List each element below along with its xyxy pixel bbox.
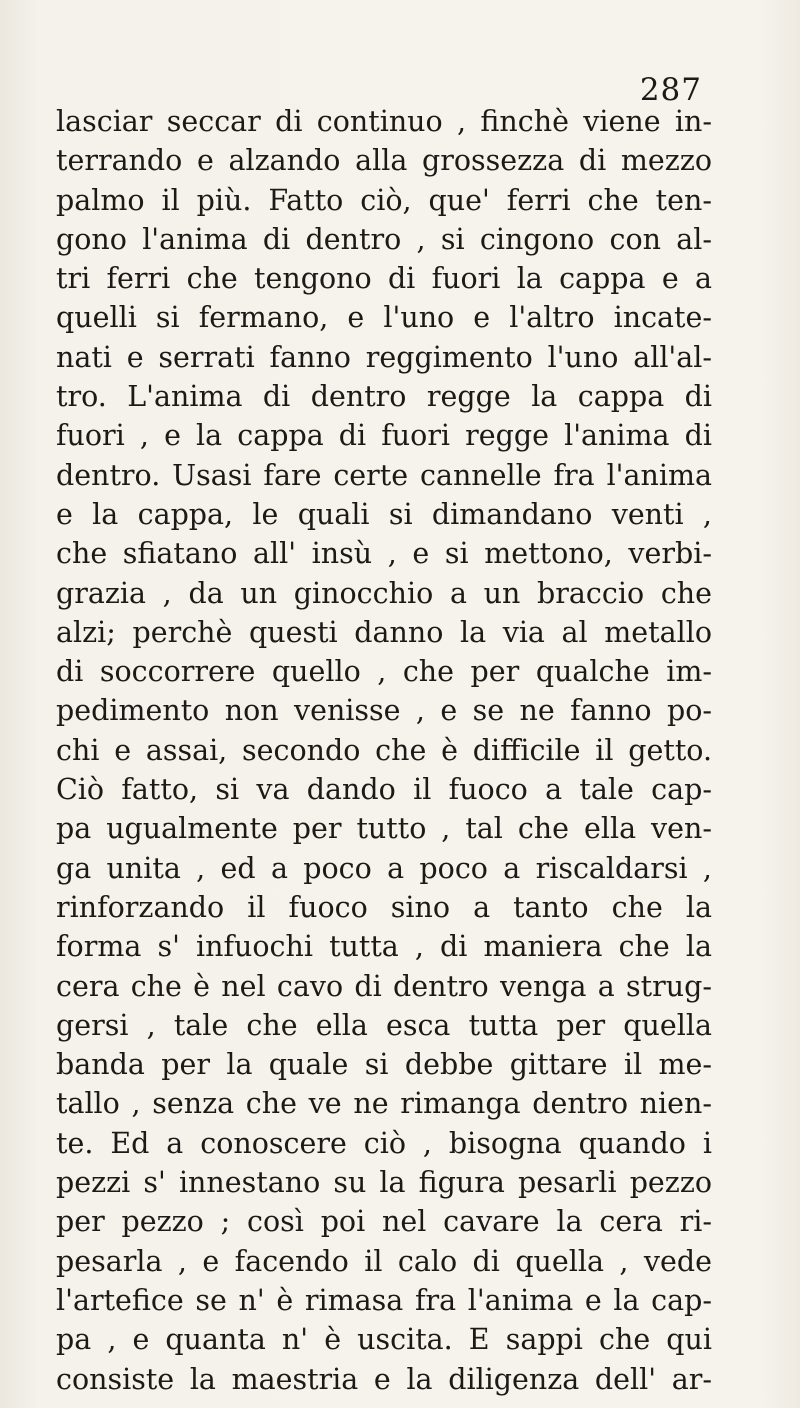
text-line: pezzi s' innestano su la figura pesarli pezzo	[56, 1166, 712, 1200]
text-line: terrando e alzando alla grossezza di mezzo	[56, 144, 712, 178]
text-line: per pezzo ; così poi nel cavare la cera ri-	[56, 1205, 712, 1239]
text-line: di soccorrere quello , che per qualche im-	[56, 655, 712, 689]
text-line: e la cappa, le quali si dimandano venti ,	[56, 497, 712, 531]
text-line: te. Ed a conoscere ciò , bisogna quando i	[56, 1126, 712, 1160]
text-line: ga unita , ed a poco a poco a riscaldarsi ,	[56, 851, 712, 885]
text-line: gono l'anima di dentro , si cingono con al-	[56, 222, 712, 256]
text-line: lasciar seccar di continuo , finchè viene in-	[56, 105, 712, 138]
text-line: banda per la quale si debbe gittare il me-	[56, 1048, 712, 1082]
text-line: tri ferri che tengono di fuori la cappa e a	[56, 262, 712, 296]
text-line: fuori , e la cappa di fuori regge l'anima di	[56, 419, 712, 453]
text-line: alzi; perchè questi danno la via al metallo	[56, 615, 712, 649]
text-line: pa , e quanta n' è uscita. E sappi che qui	[56, 1323, 712, 1357]
text-line: rinforzando il fuoco sino a tanto che la	[56, 890, 712, 924]
text-line: cera che è nel cavo di dentro venga a strug-	[56, 969, 712, 1003]
body-text	[56, 102, 712, 1399]
text-line: gersi , tale che ella esca tutta per quella	[56, 1008, 712, 1042]
text-line: chi e assai, secondo che è difficile il getto.	[56, 733, 712, 767]
text-line: pa ugualmente per tutto , tal che ella ven-	[56, 812, 712, 846]
text-line: Ciò fatto, si va dando il fuoco a tale cap-	[56, 773, 712, 807]
text-line: l'artefice se n' è rimasa fra l'anima e la cap-	[56, 1283, 712, 1317]
text-line: pedimento non venisse , e se ne fanno po-	[56, 694, 712, 728]
text-line: che sfiatano all' insù , e si mettono, verbi-	[56, 537, 712, 571]
text-line: consiste la maestria e la diligenza dell' ar-	[56, 1362, 712, 1396]
text-line: dentro. Usasi fare certe cannelle fra l'anima	[56, 458, 712, 492]
text-line: forma s' infuochi tutta , di maniera che la	[56, 930, 712, 964]
text-line: tallo , senza che ve ne rimanga dentro nien-	[56, 1087, 712, 1121]
text-line: pesarla , e facendo il calo di quella , vede	[56, 1244, 712, 1278]
text-line: palmo il più. Fatto ciò, que' ferri che ten-	[56, 183, 712, 217]
text-line: grazia , da un ginocchio a un braccio che	[56, 576, 712, 610]
text-line: nati e serrati fanno reggimento l'uno all'al-	[56, 340, 712, 374]
page-number: 287	[639, 72, 702, 108]
text-line: quelli si fermano, e l'uno e l'altro incate-	[56, 301, 712, 335]
text-line: tro. L'anima di dentro regge la cappa di	[56, 380, 712, 414]
